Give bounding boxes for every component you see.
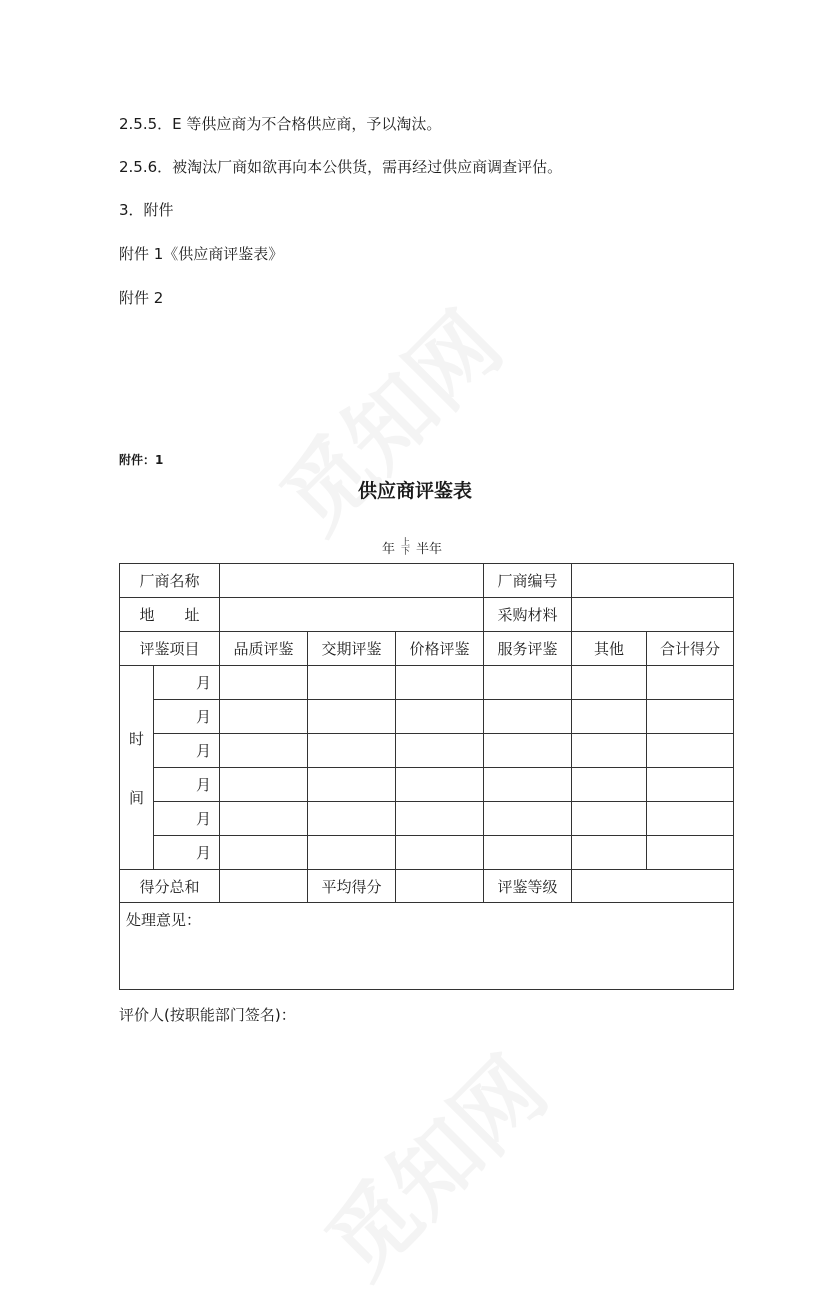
period-line [382,538,442,557]
address-label [120,598,220,632]
price-score-cell[interactable] [396,802,484,836]
month-label: 月 [154,734,220,768]
price-score-cell[interactable] [396,666,484,700]
total-label: 得分总和 [120,870,220,903]
material-cell[interactable] [572,598,734,632]
appendix-1-line: 附件 1《供应商评鉴表》 [119,245,284,263]
time-label-1: 时 [128,729,144,748]
header-total: 合计得分 [647,632,734,666]
upper-label: 上 [401,537,411,548]
material-label: 采购材料 [484,598,572,632]
total-score-cell[interactable] [647,802,734,836]
paragraph-2-5-6: 2.5.6．被淘汰厂商如欲再向本公供货，需再经过供应商调查评估。 [119,158,563,176]
grade-label: 评鉴等级 [484,870,572,903]
other-score-cell[interactable] [572,802,647,836]
grade-value-cell[interactable] [572,870,734,903]
quality-score-cell[interactable] [220,768,308,802]
vendor-evaluation-table [119,563,734,990]
service-score-cell[interactable] [484,666,572,700]
service-score-cell[interactable] [484,700,572,734]
header-eval-item: 评鉴项目 [120,632,220,666]
quality-score-cell[interactable] [220,802,308,836]
total-score-cell[interactable] [647,700,734,734]
other-score-cell[interactable] [572,768,647,802]
lower-label: 下 [401,546,411,557]
vendor-name-cell[interactable] [220,564,484,598]
remarks-cell[interactable] [120,903,734,990]
watermark [249,280,525,556]
header-delivery: 交期评鉴 [308,632,396,666]
delivery-score-cell[interactable] [308,836,396,870]
average-value-cell[interactable] [396,870,484,903]
month-label: 月 [154,802,220,836]
quality-score-cell[interactable] [220,836,308,870]
average-label: 平均得分 [308,870,396,903]
address-label-1: 地 [139,606,155,624]
delivery-score-cell[interactable] [308,734,396,768]
paragraph-2-5-5: 2.5.5．E 等供应商为不合格供应商，予以淘汰。 [119,115,442,133]
delivery-score-cell[interactable] [308,666,396,700]
other-score-cell[interactable] [572,700,647,734]
price-score-cell[interactable] [396,836,484,870]
year-label: 年 [382,542,396,557]
month-row [120,700,734,734]
header-quality: 品质评鉴 [220,632,308,666]
time-label-2: 间 [128,788,144,807]
total-score-cell[interactable] [647,666,734,700]
address-cell[interactable] [220,598,484,632]
month-row [120,802,734,836]
total-score-cell[interactable] [647,734,734,768]
remarks-label: 处理意见： [126,911,202,929]
header-row [120,632,734,666]
quality-score-cell[interactable] [220,734,308,768]
total-score-cell[interactable] [647,768,734,802]
month-row [120,836,734,870]
month-row [120,768,734,802]
appendix-label: 附件：1 [119,453,164,467]
delivery-score-cell[interactable] [308,802,396,836]
evaluator-signature-label: 评价人(按职能部门签名)： [119,1006,296,1024]
price-score-cell[interactable] [396,734,484,768]
other-score-cell[interactable] [572,666,647,700]
quality-score-cell[interactable] [220,700,308,734]
month-row [120,666,734,700]
total-score-cell[interactable] [647,836,734,870]
delivery-score-cell[interactable] [308,768,396,802]
address-label-2: 址 [184,606,200,624]
service-score-cell[interactable] [484,734,572,768]
remarks-row [120,903,734,990]
vendor-name-row [120,564,734,598]
time-label [120,666,154,870]
delivery-score-cell[interactable] [308,700,396,734]
header-other: 其他 [572,632,647,666]
vendor-name-label: 厂商名称 [120,564,220,598]
vendor-no-cell[interactable] [572,564,734,598]
header-service: 服务评鉴 [484,632,572,666]
form-title: 供应商评鉴表 [357,480,472,502]
month-label: 月 [154,666,220,700]
half-selector [401,539,410,557]
total-value-cell[interactable] [220,870,308,903]
header-price: 价格评鉴 [396,632,484,666]
month-label: 月 [154,836,220,870]
month-label: 月 [154,700,220,734]
watermark-bottom [294,1025,570,1301]
other-score-cell[interactable] [572,734,647,768]
price-score-cell[interactable] [396,768,484,802]
appendix-2-line: 附件 2 [119,289,164,307]
service-score-cell[interactable] [484,768,572,802]
half-year-label: 半年 [416,542,443,557]
service-score-cell[interactable] [484,836,572,870]
section-3-heading: 3．附件 [119,201,174,219]
month-row [120,734,734,768]
price-score-cell[interactable] [396,700,484,734]
summary-row [120,870,734,903]
month-label: 月 [154,768,220,802]
other-score-cell[interactable] [572,836,647,870]
vendor-no-label: 厂商编号 [484,564,572,598]
quality-score-cell[interactable] [220,666,308,700]
address-row [120,598,734,632]
service-score-cell[interactable] [484,802,572,836]
